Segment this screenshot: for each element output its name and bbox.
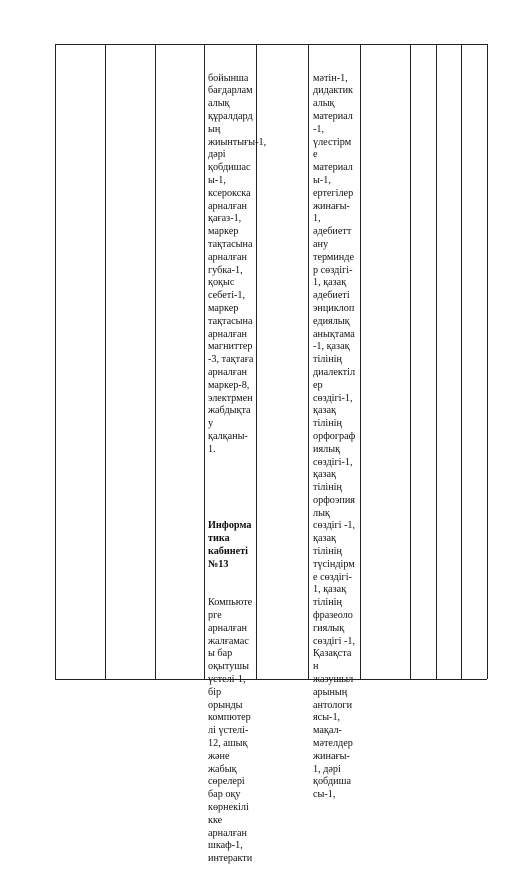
- text-line: н: [313, 661, 319, 673]
- text-line: тілінің: [313, 418, 342, 430]
- text-line: ы-1,: [208, 174, 226, 186]
- text-line: маркер-8,: [208, 379, 250, 391]
- text-line: терминде: [313, 251, 354, 263]
- materials-list-text: [313, 73, 355, 802]
- text-line: Компьюте: [208, 597, 253, 609]
- text-line: магниттер: [208, 341, 253, 353]
- table-cell-equipment-right: [313, 47, 355, 828]
- text-line: 1,: [313, 213, 321, 225]
- text-line: антологи: [313, 699, 353, 711]
- text-line: мәтін-1,: [313, 72, 348, 84]
- text-line: №13: [208, 558, 229, 570]
- text-line: -3, тақтаға: [208, 354, 254, 366]
- text-line: у: [208, 418, 214, 430]
- text-line: орынды: [208, 699, 243, 711]
- text-line: жабдықта: [208, 405, 251, 417]
- text-line: сөрелері: [208, 776, 245, 788]
- text-line: түсіндірм: [313, 558, 355, 570]
- text-line: оқытушы: [208, 661, 249, 673]
- text-line: сөздігі -1,: [313, 520, 356, 532]
- cabinet-equipment-text: [208, 597, 266, 866]
- text-line: қобдишас: [208, 162, 251, 174]
- text-line: 12, ашық: [208, 738, 248, 750]
- text-line: анықтама: [313, 328, 355, 340]
- text-line: материал: [313, 110, 353, 122]
- text-line: құралдард: [208, 110, 253, 122]
- text-line: арналған: [208, 366, 247, 378]
- table-cell-equipment-left: [208, 47, 266, 892]
- text-line: бағдарлам: [208, 85, 253, 97]
- text-line: қағаз-1,: [208, 213, 242, 225]
- text-line: сөздігі-1,: [313, 392, 353, 404]
- text-line: Информа: [208, 520, 252, 532]
- text-line: иялық: [313, 443, 341, 455]
- table-column-divider: [360, 44, 361, 679]
- text-line: бір: [208, 686, 222, 698]
- text-line: қоқыс: [208, 277, 235, 289]
- equipment-list-text: [208, 73, 266, 457]
- text-line: ертегілер: [313, 187, 354, 199]
- text-line: лық: [313, 507, 330, 519]
- text-line: арналған: [208, 251, 247, 263]
- table-column-divider: [55, 44, 56, 679]
- text-line: себеті-1,: [208, 290, 246, 302]
- table-column-divider: [105, 44, 106, 679]
- text-line: сөздігі-1,: [313, 456, 353, 468]
- text-line: қобдиша: [313, 776, 351, 788]
- text-line: және: [208, 750, 230, 762]
- text-line: -1,: [313, 123, 325, 135]
- text-line: ер: [313, 379, 323, 391]
- text-line: жалғамас: [208, 635, 249, 647]
- text-line: орфограф: [313, 430, 356, 442]
- text-line: фразеоло: [313, 610, 353, 622]
- text-line: үстелі-1,: [208, 674, 246, 686]
- text-line: ың: [208, 123, 221, 135]
- table-column-divider: [204, 44, 205, 679]
- text-line: лі үстелі-: [208, 725, 249, 737]
- text-line: жабық: [208, 763, 237, 775]
- text-line: әдебиеті: [313, 290, 350, 302]
- text-line: р сөздігі-: [313, 264, 353, 276]
- text-line: мақал-: [313, 725, 342, 737]
- text-line: арналған: [208, 622, 247, 634]
- table-column-divider: [308, 44, 309, 679]
- text-line: тика: [208, 533, 230, 545]
- text-line: е: [313, 149, 318, 161]
- text-line: 1, қазақ: [313, 277, 347, 289]
- text-line: қалқаны-: [208, 430, 248, 442]
- text-line: бар оқу: [208, 789, 241, 801]
- table-column-divider: [436, 44, 437, 679]
- text-line: -1, қазақ: [313, 341, 350, 353]
- text-line: электрмен: [208, 392, 253, 404]
- text-line: интеракти: [208, 853, 253, 865]
- text-line: сөздігі -1,: [313, 635, 356, 647]
- text-line: дидактик: [313, 85, 354, 97]
- table-column-divider: [155, 44, 156, 679]
- text-line: арналған: [208, 827, 247, 839]
- text-line: едиялық: [313, 315, 350, 327]
- text-line: 1.: [208, 443, 216, 455]
- table-column-divider: [410, 44, 411, 679]
- text-line: ану: [313, 238, 329, 250]
- text-line: бойынша: [208, 72, 249, 84]
- text-line: жиынтығы-1,: [208, 136, 267, 148]
- text-line: тілінің: [313, 546, 342, 558]
- text-line: маркер: [208, 302, 239, 314]
- text-line: энциклоп: [313, 302, 355, 314]
- table-bottom-border: [55, 679, 487, 680]
- table-column-divider: [461, 44, 462, 679]
- text-line: дәрі: [208, 149, 226, 161]
- text-line: арының: [313, 686, 348, 698]
- text-line: арналған: [208, 328, 247, 340]
- text-line: компютер: [208, 712, 251, 724]
- text-line: 1, дәрі: [313, 763, 341, 775]
- text-line: 1, қазақ: [313, 584, 347, 596]
- text-line: әдебиетт: [313, 226, 352, 238]
- text-line: арналған: [208, 200, 247, 212]
- text-line: тілінің: [313, 482, 342, 494]
- paragraph-gap: [208, 482, 266, 495]
- text-line: тақтасына: [208, 315, 253, 327]
- text-line: кке: [208, 814, 223, 826]
- table-top-border: [55, 44, 487, 45]
- text-line: көрнекілі: [208, 802, 249, 814]
- text-line: ясы-1,: [313, 712, 341, 724]
- text-line: губка-1,: [208, 264, 243, 276]
- text-line: алық: [208, 98, 230, 110]
- text-line: қазақ: [313, 469, 336, 481]
- text-line: ы бар: [208, 648, 233, 660]
- table-column-divider: [487, 44, 488, 679]
- text-line: ы-1,: [313, 174, 331, 186]
- text-line: жинағы-: [313, 750, 350, 762]
- text-line: гиялық: [313, 622, 345, 634]
- text-line: рге: [208, 610, 222, 622]
- text-line: үлестірм: [313, 136, 352, 148]
- text-line: ксерокска: [208, 187, 251, 199]
- text-line: Қазақста: [313, 648, 352, 660]
- text-line: жазушыл: [313, 674, 354, 686]
- text-line: тақтасына: [208, 238, 253, 250]
- text-line: тілінің: [313, 354, 342, 366]
- text-line: диалектіл: [313, 366, 356, 378]
- text-line: жинағы-: [313, 200, 350, 212]
- text-line: қазақ: [313, 405, 336, 417]
- text-line: е сөздігі-: [313, 571, 352, 583]
- text-line: алық: [313, 98, 335, 110]
- text-line: қазақ: [313, 533, 336, 545]
- text-line: маркер: [208, 226, 239, 238]
- text-line: сы-1,: [313, 789, 336, 801]
- text-line: шкаф-1,: [208, 840, 243, 852]
- text-line: орфоэпия: [313, 494, 355, 506]
- text-line: материал: [313, 162, 353, 174]
- text-line: кабинеті: [208, 546, 248, 558]
- text-line: тілінің: [313, 597, 342, 609]
- text-line: мәтелдер: [313, 738, 353, 750]
- cabinet-heading: [208, 520, 266, 571]
